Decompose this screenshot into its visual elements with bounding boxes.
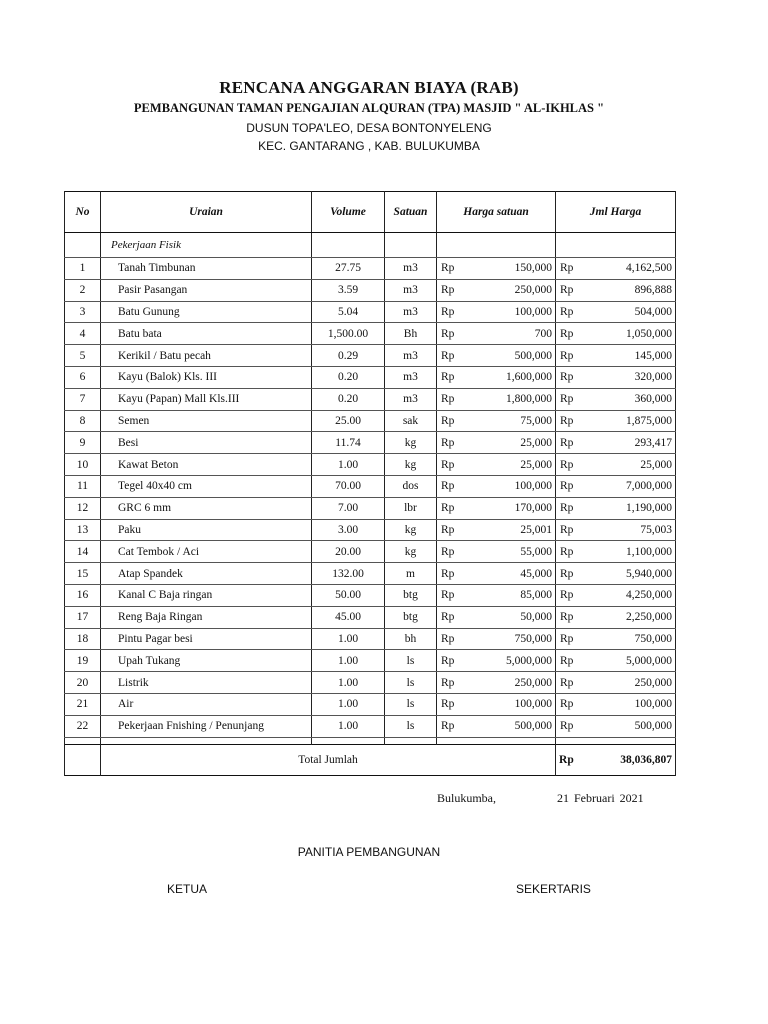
- row-volume: 3.00: [312, 519, 385, 541]
- table-row: [65, 628, 676, 650]
- committee-label: PANITIA PEMBANGUNAN: [297, 845, 441, 859]
- row-jumlah-currency: Rp: [556, 563, 581, 585]
- row-jumlah-currency: Rp: [556, 497, 581, 519]
- row-uraian: Cat Tembok / Aci: [101, 541, 312, 563]
- total-label: Total Jumlah: [101, 744, 556, 775]
- row-uraian: Pasir Pasangan: [101, 279, 312, 301]
- row-jumlah-currency: Rp: [556, 388, 581, 410]
- row-harga: 500,000: [466, 345, 556, 367]
- row-harga-currency: Rp: [437, 454, 466, 476]
- row-harga-currency: Rp: [437, 628, 466, 650]
- row-uraian: Air: [101, 693, 312, 715]
- row-satuan: lbr: [385, 497, 437, 519]
- row-harga-currency: Rp: [437, 388, 466, 410]
- document-title: RENCANA ANGGARAN BIAYA (RAB): [219, 78, 519, 97]
- header-volume: Volume: [312, 192, 385, 233]
- row-jumlah-currency: Rp: [556, 672, 581, 694]
- row-jumlah: 7,000,000: [581, 475, 676, 497]
- row-no: 5: [65, 345, 101, 367]
- row-volume: 11.74: [312, 432, 385, 454]
- row-jumlah-currency: Rp: [556, 323, 581, 345]
- row-satuan: m3: [385, 279, 437, 301]
- row-no: 21: [65, 693, 101, 715]
- row-volume: 3.59: [312, 279, 385, 301]
- row-harga: 250,000: [466, 672, 556, 694]
- ketua-label: KETUA: [167, 882, 208, 896]
- row-no: 22: [65, 715, 101, 737]
- row-volume: 50.00: [312, 584, 385, 606]
- row-jumlah-currency: Rp: [556, 475, 581, 497]
- table-row: [65, 301, 676, 323]
- row-uraian: Batu Gunung: [101, 301, 312, 323]
- row-jumlah-currency: Rp: [556, 410, 581, 432]
- row-jumlah-currency: Rp: [556, 584, 581, 606]
- row-volume: 132.00: [312, 563, 385, 585]
- header-satuan: Satuan: [385, 192, 437, 233]
- row-volume: 45.00: [312, 606, 385, 628]
- row-harga: 100,000: [466, 693, 556, 715]
- total-row: [65, 744, 676, 775]
- row-harga: 25,000: [466, 432, 556, 454]
- row-harga: 45,000: [466, 563, 556, 585]
- table-row: [65, 584, 676, 606]
- row-volume: 25.00: [312, 410, 385, 432]
- table-row: [65, 366, 676, 388]
- row-harga-currency: Rp: [437, 258, 466, 280]
- row-satuan: kg: [385, 519, 437, 541]
- row-jumlah: 250,000: [581, 672, 676, 694]
- row-satuan: Bh: [385, 323, 437, 345]
- row-uraian: Reng Baja Ringan: [101, 606, 312, 628]
- header-jml-harga: Jml Harga: [556, 192, 676, 233]
- table-row: [65, 388, 676, 410]
- row-volume: 1,500.00: [312, 323, 385, 345]
- row-harga-currency: Rp: [437, 301, 466, 323]
- row-jumlah: 2,250,000: [581, 606, 676, 628]
- row-volume: 1.00: [312, 672, 385, 694]
- row-jumlah-currency: Rp: [556, 519, 581, 541]
- row-satuan: m3: [385, 388, 437, 410]
- row-no: 6: [65, 366, 101, 388]
- row-no: 18: [65, 628, 101, 650]
- row-jumlah: 5,940,000: [581, 563, 676, 585]
- table-row: [65, 715, 676, 737]
- table-row: [65, 650, 676, 672]
- row-uraian: Listrik: [101, 672, 312, 694]
- row-volume: 5.04: [312, 301, 385, 323]
- header-no: No: [65, 192, 101, 233]
- row-jumlah-currency: Rp: [556, 541, 581, 563]
- row-harga-currency: Rp: [437, 584, 466, 606]
- section-label: Pekerjaan Fisik: [101, 233, 312, 258]
- row-uraian: GRC 6 mm: [101, 497, 312, 519]
- row-satuan: dos: [385, 475, 437, 497]
- row-satuan: ls: [385, 715, 437, 737]
- table-row: [65, 410, 676, 432]
- row-harga-currency: Rp: [437, 497, 466, 519]
- row-satuan: m3: [385, 258, 437, 280]
- row-harga-currency: Rp: [437, 323, 466, 345]
- row-jumlah-currency: Rp: [556, 715, 581, 737]
- row-no: 4: [65, 323, 101, 345]
- row-harga: 85,000: [466, 584, 556, 606]
- row-volume: 27.75: [312, 258, 385, 280]
- row-jumlah: 504,000: [581, 301, 676, 323]
- row-jumlah: 1,050,000: [581, 323, 676, 345]
- row-volume: 0.20: [312, 366, 385, 388]
- row-no: 2: [65, 279, 101, 301]
- row-volume: 1.00: [312, 693, 385, 715]
- row-jumlah: 896,888: [581, 279, 676, 301]
- signature-date: 21 Februari 2021: [557, 791, 644, 805]
- table-row: [65, 541, 676, 563]
- row-uraian: Kayu (Papan) Mall Kls.III: [101, 388, 312, 410]
- row-no: 15: [65, 563, 101, 585]
- row-volume: 1.00: [312, 715, 385, 737]
- table-row: [65, 454, 676, 476]
- row-harga: 500,000: [466, 715, 556, 737]
- row-jumlah-currency: Rp: [556, 606, 581, 628]
- row-jumlah: 100,000: [581, 693, 676, 715]
- row-no: 11: [65, 475, 101, 497]
- row-uraian: Pintu Pagar besi: [101, 628, 312, 650]
- signature-place: Bulukumba,: [437, 791, 496, 805]
- row-harga: 55,000: [466, 541, 556, 563]
- row-jumlah-currency: Rp: [556, 301, 581, 323]
- header-harga-satuan: Harga satuan: [437, 192, 556, 233]
- row-uraian: Tanah Timbunan: [101, 258, 312, 280]
- document-subtitle: PEMBANGUNAN TAMAN PENGAJIAN ALQURAN (TPA) MASJID " AL-IKHLAS ": [133, 101, 605, 115]
- row-no: 16: [65, 584, 101, 606]
- row-harga-currency: Rp: [437, 672, 466, 694]
- row-uraian: Pekerjaan Fnishing / Penunjang: [101, 715, 312, 737]
- row-uraian: Tegel 40x40 cm: [101, 475, 312, 497]
- row-harga: 150,000: [466, 258, 556, 280]
- row-jumlah: 360,000: [581, 388, 676, 410]
- row-harga-currency: Rp: [437, 650, 466, 672]
- row-jumlah-currency: Rp: [556, 345, 581, 367]
- table-header-row: [65, 192, 676, 233]
- row-harga: 700: [466, 323, 556, 345]
- row-satuan: sak: [385, 410, 437, 432]
- table-row: [65, 672, 676, 694]
- row-volume: 1.00: [312, 650, 385, 672]
- row-uraian: Kawat Beton: [101, 454, 312, 476]
- row-uraian: Batu bata: [101, 323, 312, 345]
- row-no: 14: [65, 541, 101, 563]
- table-row: [65, 693, 676, 715]
- row-jumlah-currency: Rp: [556, 454, 581, 476]
- row-uraian: Kayu (Balok) Kls. III: [101, 366, 312, 388]
- row-jumlah: 25,000: [581, 454, 676, 476]
- row-jumlah: 1,875,000: [581, 410, 676, 432]
- row-harga-currency: Rp: [437, 606, 466, 628]
- row-harga-currency: Rp: [437, 715, 466, 737]
- row-satuan: ls: [385, 693, 437, 715]
- row-jumlah-currency: Rp: [556, 693, 581, 715]
- row-satuan: kg: [385, 432, 437, 454]
- row-jumlah-currency: Rp: [556, 628, 581, 650]
- row-satuan: m3: [385, 366, 437, 388]
- row-harga-currency: Rp: [437, 366, 466, 388]
- row-harga: 750,000: [466, 628, 556, 650]
- table-row: [65, 519, 676, 541]
- row-no: 7: [65, 388, 101, 410]
- address-line-1: DUSUN TOPA'LEO, DESA BONTONYELENG: [246, 121, 492, 135]
- section-row: [65, 233, 676, 258]
- row-jumlah: 293,417: [581, 432, 676, 454]
- row-jumlah: 4,250,000: [581, 584, 676, 606]
- row-jumlah-currency: Rp: [556, 258, 581, 280]
- row-no: 13: [65, 519, 101, 541]
- row-harga-currency: Rp: [437, 475, 466, 497]
- row-no: 3: [65, 301, 101, 323]
- row-harga: 100,000: [466, 301, 556, 323]
- table-row: [65, 563, 676, 585]
- budget-table: [64, 191, 676, 776]
- row-no: 19: [65, 650, 101, 672]
- row-satuan: kg: [385, 541, 437, 563]
- row-jumlah: 1,190,000: [581, 497, 676, 519]
- row-no: 12: [65, 497, 101, 519]
- row-harga: 5,000,000: [466, 650, 556, 672]
- row-harga: 25,000: [466, 454, 556, 476]
- row-harga: 50,000: [466, 606, 556, 628]
- row-no: 20: [65, 672, 101, 694]
- row-harga: 100,000: [466, 475, 556, 497]
- row-no: 8: [65, 410, 101, 432]
- address-line-2: KEC. GANTARANG , KAB. BULUKUMBA: [258, 139, 480, 153]
- row-uraian: Atap Spandek: [101, 563, 312, 585]
- row-satuan: bh: [385, 628, 437, 650]
- total-currency: Rp: [556, 744, 581, 775]
- spacer-row: [65, 737, 676, 744]
- row-harga-currency: Rp: [437, 519, 466, 541]
- header-uraian: Uraian: [101, 192, 312, 233]
- row-harga-currency: Rp: [437, 345, 466, 367]
- row-harga-currency: Rp: [437, 432, 466, 454]
- row-jumlah-currency: Rp: [556, 279, 581, 301]
- row-volume: 20.00: [312, 541, 385, 563]
- row-uraian: Paku: [101, 519, 312, 541]
- row-volume: 70.00: [312, 475, 385, 497]
- row-jumlah: 750,000: [581, 628, 676, 650]
- row-volume: 7.00: [312, 497, 385, 519]
- row-jumlah: 320,000: [581, 366, 676, 388]
- table-row: [65, 279, 676, 301]
- row-no: 10: [65, 454, 101, 476]
- row-uraian: Upah Tukang: [101, 650, 312, 672]
- row-volume: 1.00: [312, 454, 385, 476]
- row-jumlah: 4,162,500: [581, 258, 676, 280]
- table-row: [65, 345, 676, 367]
- row-satuan: ls: [385, 672, 437, 694]
- row-volume: 0.20: [312, 388, 385, 410]
- table-row: [65, 258, 676, 280]
- row-harga: 75,000: [466, 410, 556, 432]
- row-jumlah: 500,000: [581, 715, 676, 737]
- row-harga: 170,000: [466, 497, 556, 519]
- sekretaris-label: SEKERTARIS: [516, 882, 591, 896]
- row-jumlah: 75,003: [581, 519, 676, 541]
- row-satuan: m: [385, 563, 437, 585]
- row-harga: 1,800,000: [466, 388, 556, 410]
- row-uraian: Besi: [101, 432, 312, 454]
- row-harga-currency: Rp: [437, 563, 466, 585]
- row-harga: 1,600,000: [466, 366, 556, 388]
- row-no: 9: [65, 432, 101, 454]
- row-jumlah: 5,000,000: [581, 650, 676, 672]
- row-jumlah: 1,100,000: [581, 541, 676, 563]
- row-satuan: m3: [385, 301, 437, 323]
- row-satuan: m3: [385, 345, 437, 367]
- table-row: [65, 475, 676, 497]
- row-uraian: Kerikil / Batu pecah: [101, 345, 312, 367]
- row-harga-currency: Rp: [437, 279, 466, 301]
- row-uraian: Kanal C Baja ringan: [101, 584, 312, 606]
- row-harga-currency: Rp: [437, 410, 466, 432]
- table-row: [65, 497, 676, 519]
- row-no: 17: [65, 606, 101, 628]
- row-satuan: btg: [385, 606, 437, 628]
- total-value: 38,036,807: [581, 744, 676, 775]
- row-harga-currency: Rp: [437, 541, 466, 563]
- table-row: [65, 323, 676, 345]
- row-jumlah: 145,000: [581, 345, 676, 367]
- row-harga: 25,001: [466, 519, 556, 541]
- row-satuan: kg: [385, 454, 437, 476]
- row-harga: 250,000: [466, 279, 556, 301]
- row-harga-currency: Rp: [437, 693, 466, 715]
- row-uraian: Semen: [101, 410, 312, 432]
- row-jumlah-currency: Rp: [556, 650, 581, 672]
- row-no: 1: [65, 258, 101, 280]
- table-row: [65, 432, 676, 454]
- row-satuan: ls: [385, 650, 437, 672]
- row-jumlah-currency: Rp: [556, 366, 581, 388]
- row-jumlah-currency: Rp: [556, 432, 581, 454]
- row-satuan: btg: [385, 584, 437, 606]
- table-row: [65, 606, 676, 628]
- row-volume: 1.00: [312, 628, 385, 650]
- row-volume: 0.29: [312, 345, 385, 367]
